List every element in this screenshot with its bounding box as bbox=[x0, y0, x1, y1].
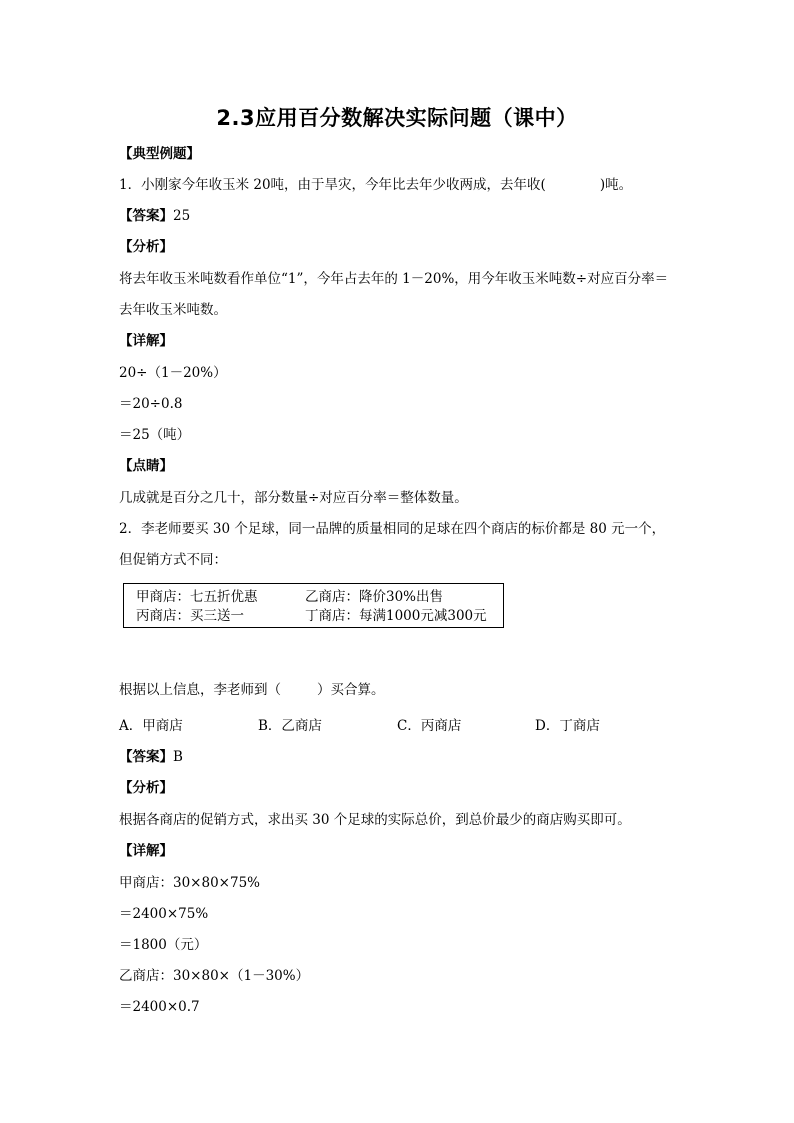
q2-detail-label: 【详解】 bbox=[119, 843, 173, 859]
promotion-box bbox=[123, 583, 504, 628]
page-title: 2.3应用百分数解决实际问题（课中） bbox=[216, 106, 578, 130]
q2-option-d: D．丁商店 bbox=[535, 718, 600, 734]
q1-stem-tail: )吨。 bbox=[599, 177, 633, 193]
q2-question-tail: ）买合算。 bbox=[317, 682, 385, 698]
q2-analysis: 根据各商店的促销方式，求出买 30 个足球的实际总价，到总价最少的商店购买即可。 bbox=[119, 812, 631, 828]
promo-shop-d: 丁商店：每满1000元减300元 bbox=[305, 608, 487, 624]
q1-answer-label: 【答案】 bbox=[119, 208, 173, 224]
q2-option-b: B．乙商店 bbox=[258, 718, 322, 734]
q2-analysis-label: 【分析】 bbox=[119, 780, 173, 796]
q2-detail-line: ＝2400×75% bbox=[119, 906, 209, 922]
q2-question bbox=[119, 680, 385, 700]
q1-analysis-line: 将去年收玉米吨数看作单位“1”，今年占去年的 1－20%，用今年收玉米吨数÷对应百分率＝ bbox=[119, 271, 669, 287]
q2-answer bbox=[119, 747, 183, 767]
q2-stem-line: 2．李老师要买 30 个足球，同一品牌的质量相同的足球在四个商店的标价都是 80 元一个， bbox=[119, 521, 666, 537]
q1-detail-label: 【详解】 bbox=[119, 333, 173, 349]
promo-shop-c: 丙商店：买三送一 bbox=[136, 608, 244, 624]
promo-shop-b: 乙商店：降价30%出售 bbox=[305, 589, 444, 605]
q2-option-a: A．甲商店 bbox=[119, 718, 183, 734]
q1-tip: 几成就是百分之几十，部分数量÷对应百分率＝整体数量。 bbox=[119, 490, 468, 506]
q1-tip-label: 【点睛】 bbox=[119, 458, 173, 474]
q1-answer bbox=[119, 206, 190, 226]
q1-detail-line: ＝25（吨） bbox=[119, 427, 191, 443]
q2-question-text: 根据以上信息，李老师到（ bbox=[119, 682, 281, 698]
q2-answer-label: 【答案】 bbox=[119, 749, 173, 765]
q1-answer-value: 25 bbox=[173, 208, 191, 224]
q1-detail-line: 20÷（1－20%） bbox=[119, 365, 227, 381]
promo-shop-a: 甲商店：七五折优惠 bbox=[136, 589, 258, 605]
q2-detail-line: 甲商店：30×80×75% bbox=[119, 875, 260, 891]
q2-detail-line: ＝2400×0.7 bbox=[119, 999, 200, 1015]
q1-analysis-line: 去年收玉米吨数。 bbox=[119, 302, 227, 318]
q1-analysis-label: 【分析】 bbox=[119, 239, 173, 255]
q2-option-c: C．丙商店 bbox=[397, 718, 462, 734]
section-heading: 【典型例题】 bbox=[119, 146, 200, 162]
q2-detail-line: 乙商店：30×80×（1－30%） bbox=[119, 968, 310, 984]
q2-detail-line: ＝1800（元） bbox=[119, 937, 208, 953]
q1-stem-text: 1．小刚家今年收玉米 20吨，由于旱灾，今年比去年少收两成，去年收( bbox=[119, 177, 546, 193]
q1-detail-line: ＝20÷0.8 bbox=[119, 396, 183, 412]
q2-stem-line: 但促销方式不同： bbox=[119, 552, 227, 568]
q2-options bbox=[119, 716, 639, 736]
q2-answer-value: B bbox=[173, 749, 183, 765]
q1-stem bbox=[119, 175, 632, 195]
